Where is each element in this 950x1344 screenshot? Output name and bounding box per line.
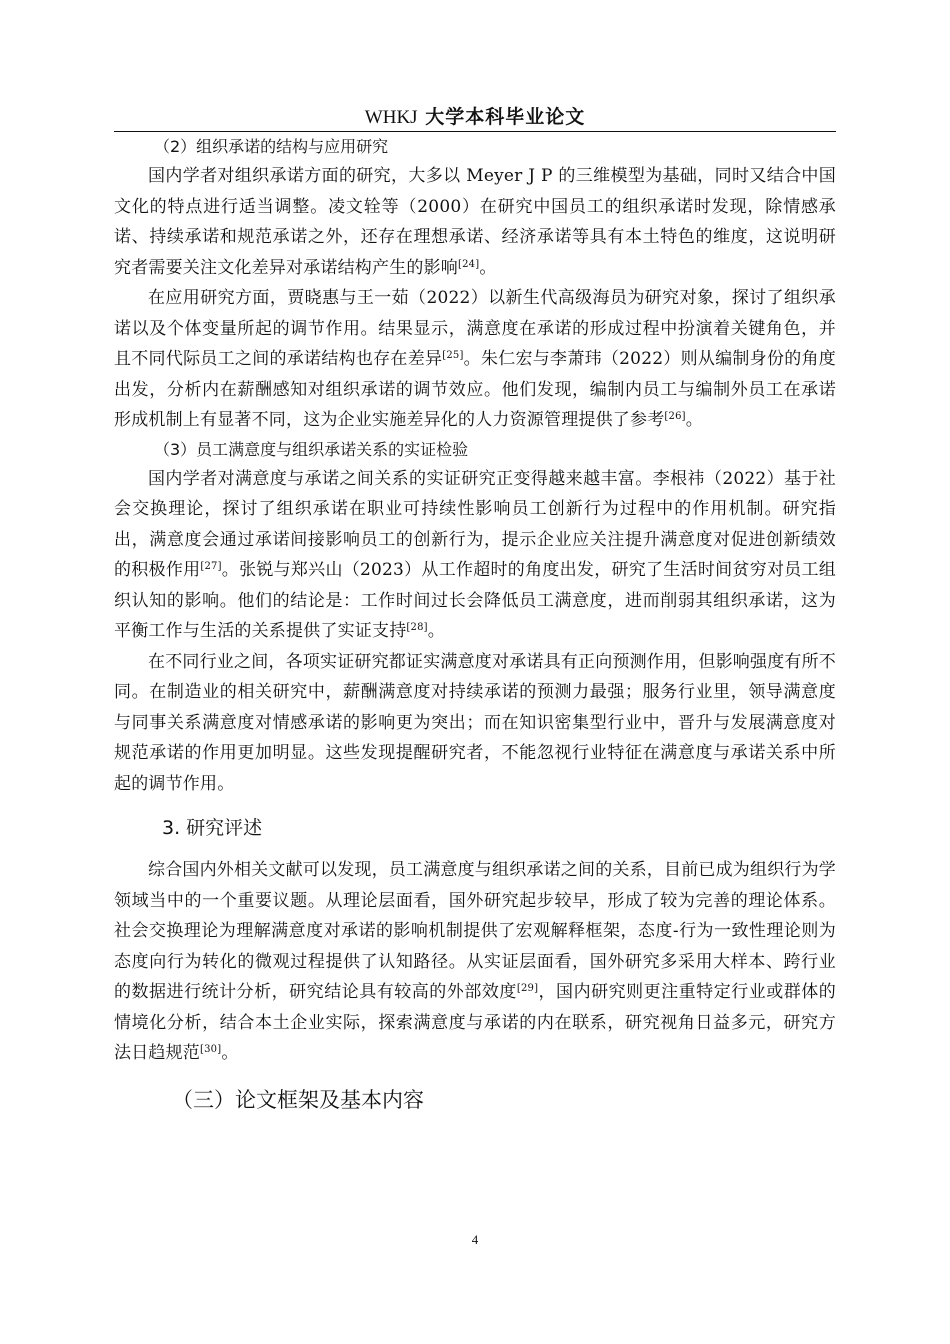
- paragraph: [114, 161, 836, 283]
- paragraph: [114, 464, 836, 647]
- running-header: [114, 104, 836, 131]
- paragraph-text: 国内学者对组织承诺方面的研究，大多以 Meyer J P 的三维模型为基础，同时又结合中国文化的特点进行适当调整。凌文辁等（2000）在研究中国员工的组织承诺时发现，除情感承诺、持续承诺和规范承诺之外，还存在理想承诺、经济承诺等具有本土特色的维度，这说明研究者需要关注文化差异对承诺结构产生的影响: [114, 166, 836, 278]
- paragraph-text: 。朱仁宏与李萧玮（2022）则从编制身份的角度出发，分析内在薪酬感知对组织承诺的调节效应。他们发现，编制内员工与编制外员工在承诺形成机制上有显著不同，这为企业实施差异化的人力资源管理提供了参考: [114, 349, 836, 430]
- citation-ref: [25]: [442, 350, 464, 361]
- citation-ref: [24]: [458, 258, 480, 270]
- citation-ref: [26]: [664, 411, 686, 422]
- header-title: 大学本科毕业论文: [417, 106, 586, 128]
- header-school-code: WHKJ: [364, 107, 418, 128]
- page-body: [114, 133, 836, 1117]
- paragraph-text: ，国内研究则更注重特定行业或群体的情境化分析，结合本土企业实际，探索满意度与承诺的内在联系，研究视角日益多元，研究方法日趋规范: [114, 982, 836, 1063]
- section-heading-review: 3. 研究评述: [162, 817, 263, 839]
- paragraph-end: 。: [427, 621, 445, 641]
- chapter-heading-framework: （三）论文框架及基本内容: [172, 1087, 424, 1112]
- paragraph-text: 综合国内外相关文献可以发现，员工满意度与组织承诺之间的关系，目前已成为组织行为学领域当中的一个重要议题。从理论层面看，国外研究起步较早，形成了较为完善的理论体系。社会交换理论为理解满意度对承诺的影响机制提供了宏观解释框架，态度-行为一致性理论则为态度向行为转化的微观过程提供了认知路径。从实证层面看，国外研究多采用大样本、跨行业的数据进行统计分析，研究结论具有较高的外部效度: [114, 860, 836, 1002]
- citation-ref: [27]: [200, 561, 222, 572]
- citation-ref: [30]: [200, 1044, 222, 1055]
- header-rule: [114, 131, 836, 132]
- paragraph-text: 。张锐与郑兴山（2023）从工作超时的角度出发，研究了生活时间贫穷对员工组织认知的影响。他们的结论是：工作时间过长会降低员工满意度，进而削弱其组织承诺，这为平衡工作与生活的关系提供了实证支持: [114, 560, 836, 641]
- paragraph: [114, 855, 836, 1069]
- paragraph-text: 在不同行业之间，各项实证研究都证实满意度对承诺具有正向预测作用，但影响强度有所不同。在制造业的相关研究中，薪酬满意度对持续承诺的预测力最强；服务行业里，领导满意度与同事关系满意度对情感承诺的影响更为突出；而在知识密集型行业中，晋升与发展满意度对规范承诺的作用更加明显。这些发现提醒研究者，不能忽视行业特征在满意度与承诺关系中所起的调节作用。: [114, 651, 836, 794]
- paragraph: [114, 647, 836, 800]
- citation-ref: [29]: [516, 983, 539, 994]
- subsection-heading-2: （2）组织承诺的结构与应用研究: [154, 137, 389, 156]
- citation-ref: [28]: [406, 622, 428, 633]
- subsection-heading-3: （3）员工满意度与组织承诺关系的实证检验: [154, 439, 469, 459]
- paragraph: [114, 283, 836, 436]
- paragraph-end: 。: [221, 1043, 239, 1063]
- paragraph-end: 。: [479, 257, 497, 278]
- paragraph-text: 在应用研究方面，贾晓惠与王一茹（2022）以新生代高级海员为研究对象，探讨了组织承诺以及个体变量所起的调节作用。结果显示，满意度在承诺的形成过程中扮演着关键角色，并且不同代际员工之间的承诺结构也存在差异: [114, 288, 836, 369]
- paragraph-text: 国内学者对满意度与承诺之间关系的实证研究正变得越来越丰富。李根祎（2022）基于社会交换理论，探讨了组织承诺在职业可持续性影响员工创新行为过程中的作用机制。研究指出，满意度会通过承诺间接影响员工的创新行为，提示企业应关注提升满意度对促进创新绩效的积极作用: [114, 468, 836, 580]
- paragraph-end: 。: [685, 410, 703, 430]
- page-number: 4: [471, 1232, 479, 1247]
